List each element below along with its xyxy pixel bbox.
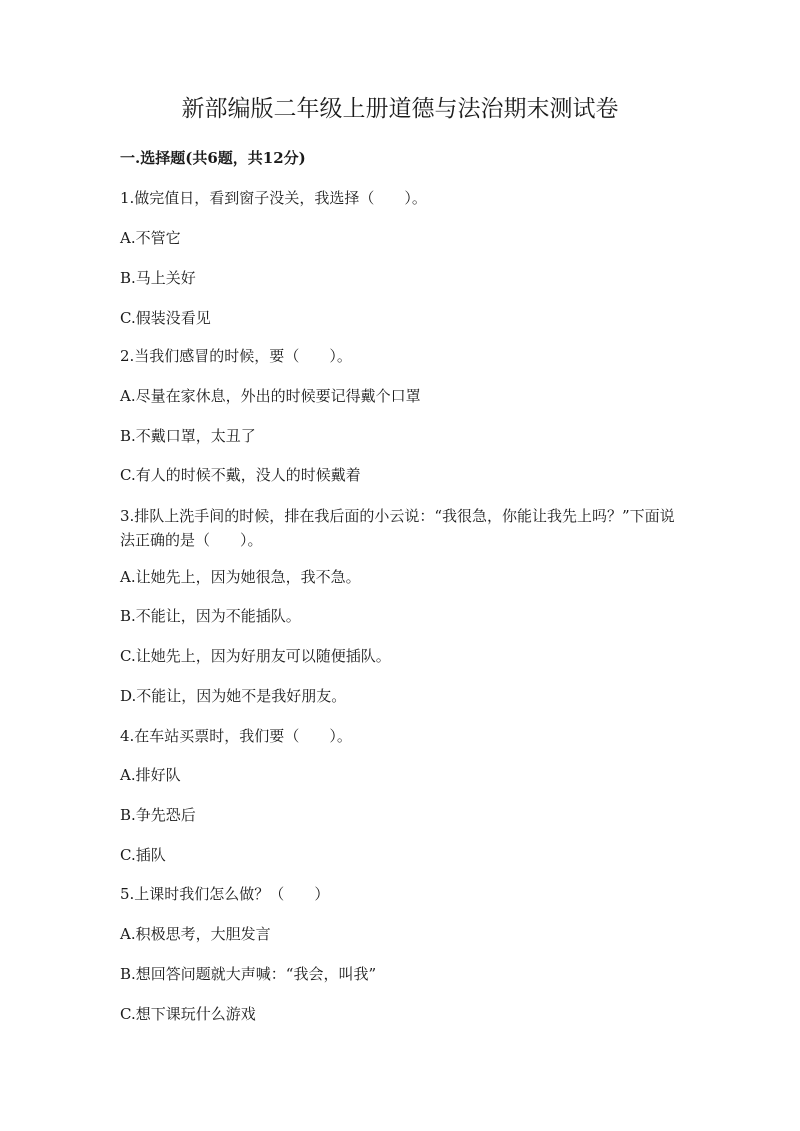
question-2-stem: 2.当我们感冒的时候，要（ ）。 <box>120 347 352 365</box>
question-5-option-c: C.想下课玩什么游戏 <box>120 1005 256 1023</box>
question-1-option-c: C.假装没看见 <box>120 309 211 327</box>
section-heading: 一.选择题(共6题，共12分) <box>120 149 306 167</box>
question-4-option-a: A.排好队 <box>120 766 181 784</box>
question-4-option-b: B.争先恐后 <box>120 806 196 824</box>
question-3-option-c: C.让她先上，因为好朋友可以随便插队。 <box>120 647 391 665</box>
question-2-option-c: C.有人的时候不戴，没人的时候戴着 <box>120 466 361 484</box>
document-title: 新部编版二年级上册道德与法治期末测试卷 <box>181 96 619 122</box>
question-3-option-d: D.不能让，因为她不是我好朋友。 <box>120 687 347 705</box>
question-3-stem: 3.排队上洗手间的时候，排在我后面的小云说：“我很急，你能让我先上吗？”下面说法正确的是（ ）。 <box>120 507 675 549</box>
question-1-option-b: B.马上关好 <box>120 269 196 287</box>
question-1-option-a: A.不管它 <box>120 229 181 247</box>
question-3-option-b: B.不能让，因为不能插队。 <box>120 607 301 625</box>
question-1-stem: 1.做完值日，看到窗子没关，我选择（ ）。 <box>120 189 427 207</box>
question-4-stem: 4.在车站买票时，我们要（ ）。 <box>120 727 352 745</box>
question-5-option-b: B.想回答问题就大声喊：“我会，叫我” <box>120 965 377 983</box>
question-5-stem: 5.上课时我们怎么做？（ ） <box>120 885 330 903</box>
question-5-option-a: A.积极思考，大胆发言 <box>120 925 271 943</box>
question-4-option-c: C.插队 <box>120 846 166 864</box>
question-2-option-a: A.尽量在家休息，外出的时候要记得戴个口罩 <box>120 387 421 405</box>
question-2-option-b: B.不戴口罩，太丑了 <box>120 427 256 445</box>
question-3-option-a: A.让她先上，因为她很急，我不急。 <box>120 568 361 586</box>
